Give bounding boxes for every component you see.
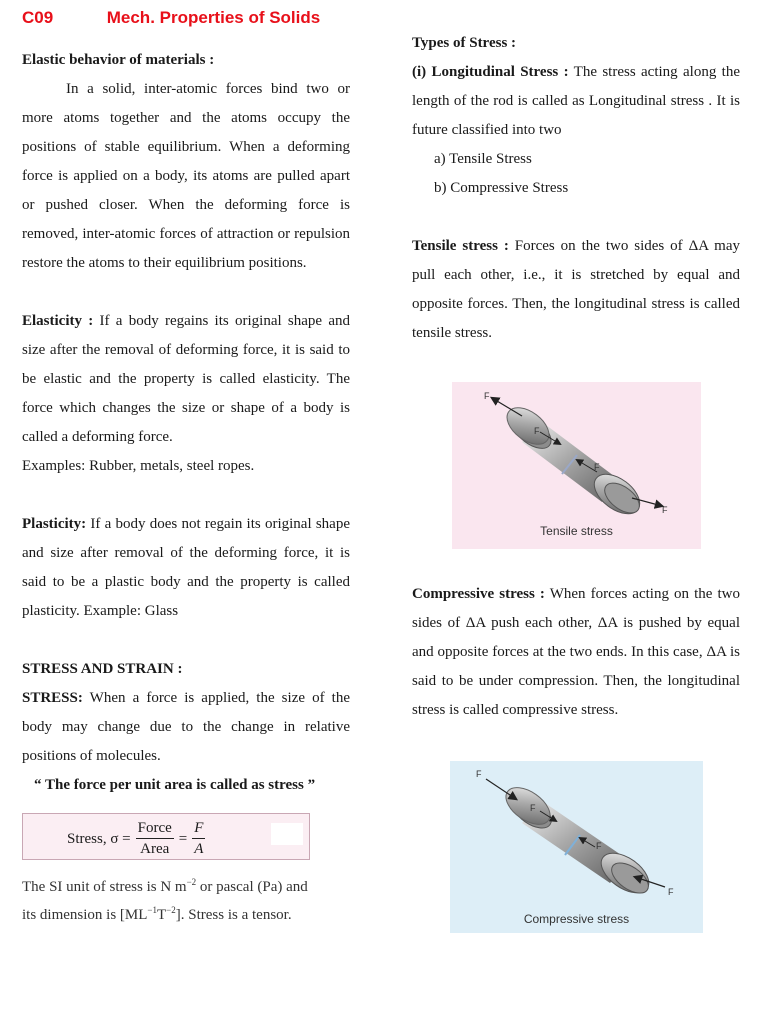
si-sup-c: −2 [166, 905, 176, 915]
formula-lhs: Stress, σ = [67, 830, 131, 847]
compressive-term: Compressive stress : [412, 586, 545, 602]
compressive-paragraph [412, 580, 740, 725]
left-column [22, 46, 350, 927]
formula-equals: = [178, 830, 188, 847]
elastic-heading: Elastic behavior of materials : [22, 52, 215, 68]
stress-text: When a force is applied, the size of the body may change due to the change in relative positions of molecules. [22, 690, 350, 764]
tensile-stress-figure [452, 382, 701, 549]
page-header [22, 8, 320, 28]
list-item-tensile: a) Tensile Stress [434, 151, 532, 167]
tensile-figure-caption: Tensile stress [540, 524, 613, 538]
formula-fraction-words [136, 820, 174, 857]
plasticity-paragraph [22, 510, 350, 626]
stress-term: STRESS: [22, 690, 83, 706]
plasticity-text: If a body does not regain its original shape and size after removal of the deforming force, it is said to be a plastic body and the property is called plasticity. Example: Glass [22, 516, 350, 619]
force-label: F [534, 426, 540, 436]
compressive-text: When forces acting on the two sides of ΔA push each other, ΔA is pushed by equal and opposite forces at the two ends. In this case, ΔA is said to be under compression. Then, the longitudinal stress is called compressive stress. [412, 586, 740, 718]
right-column [412, 29, 740, 725]
formula-numerator-f: F [192, 820, 205, 839]
si-sup-a: −2 [186, 877, 197, 887]
longitudinal-paragraph [412, 58, 740, 145]
force-arrow-left [492, 398, 522, 416]
force-label: F [484, 391, 490, 401]
si-text-b: or pascal (Pa) and its dimension is [ML [22, 879, 308, 923]
compressive-figure-caption: Compressive stress [523, 912, 630, 926]
si-text-d: ]. Stress is a tensor. [175, 907, 292, 923]
longitudinal-text: The stress acting along the length of the rod is called as Longitudinal stress . It is future classified into two [412, 64, 740, 138]
formula-numerator-force: Force [136, 820, 174, 839]
plasticity-term: Plasticity: [22, 516, 87, 532]
stress-definition-quote: “ The force per unit area is called as stress ” [34, 777, 316, 793]
force-label: F [662, 505, 668, 515]
stress-formula-box [22, 813, 310, 860]
formula-blank-patch [271, 823, 303, 845]
formula-fraction-symbols [192, 820, 205, 857]
force-label: F [476, 769, 482, 779]
tensile-text: Forces on the two sides of ΔA may pull each other, i.e., it is stretched by equal and opposite forces. Then, the longitudinal stress is called tensile stress. [412, 238, 740, 341]
stress-formula [67, 820, 205, 857]
chapter-code: C09 [22, 8, 54, 27]
elasticity-term: Elasticity : [22, 313, 94, 329]
list-item-compressive: b) Compressive Stress [434, 180, 569, 196]
stress-paragraph [22, 684, 350, 771]
si-text-a: The SI unit of stress is N m [22, 879, 187, 895]
tensile-term: Tensile stress : [412, 238, 509, 254]
elasticity-examples: Examples: Rubber, metals, steel ropes. [22, 458, 255, 474]
chapter-title: Mech. Properties of Solids [106, 8, 321, 27]
compressive-stress-figure [450, 761, 703, 933]
stress-strain-heading: STRESS AND STRAIN : [22, 661, 183, 677]
cylinder-body [499, 780, 655, 901]
longitudinal-term: (i) Longitudinal Stress : [412, 64, 569, 80]
types-heading: Types of Stress : [412, 35, 517, 51]
compressive-cylinder-illustration [450, 761, 703, 933]
force-label: F [668, 887, 674, 897]
force-label: F [530, 803, 536, 813]
elastic-paragraph: In a solid, inter-atomic forces bind two or more atoms together and the atoms occupy the positions of stable equilibrium. When a deforming force is applied on a body, its atoms are pulled apart or pushed closer. When the deforming force is removed, inter-atomic forces of attraction or repulsion restore the atoms to their equilibrium positions. [22, 81, 350, 271]
cylinder-body [500, 400, 646, 521]
force-label: F [594, 462, 600, 472]
si-text-c: T [157, 907, 167, 923]
si-sup-b: −1 [147, 905, 157, 915]
tensile-paragraph [412, 232, 740, 348]
elasticity-text: If a body regains its original shape and size after the removal of deforming force, it is said to be elastic and the property is called elasticity. The force which changes the size or shape of a body is called a deforming force. [22, 313, 350, 445]
formula-denominator-area: Area [140, 841, 170, 857]
formula-denominator-a: A [194, 841, 204, 857]
elasticity-paragraph [22, 307, 350, 452]
si-unit-paragraph [22, 871, 322, 927]
force-label: F [596, 841, 602, 851]
